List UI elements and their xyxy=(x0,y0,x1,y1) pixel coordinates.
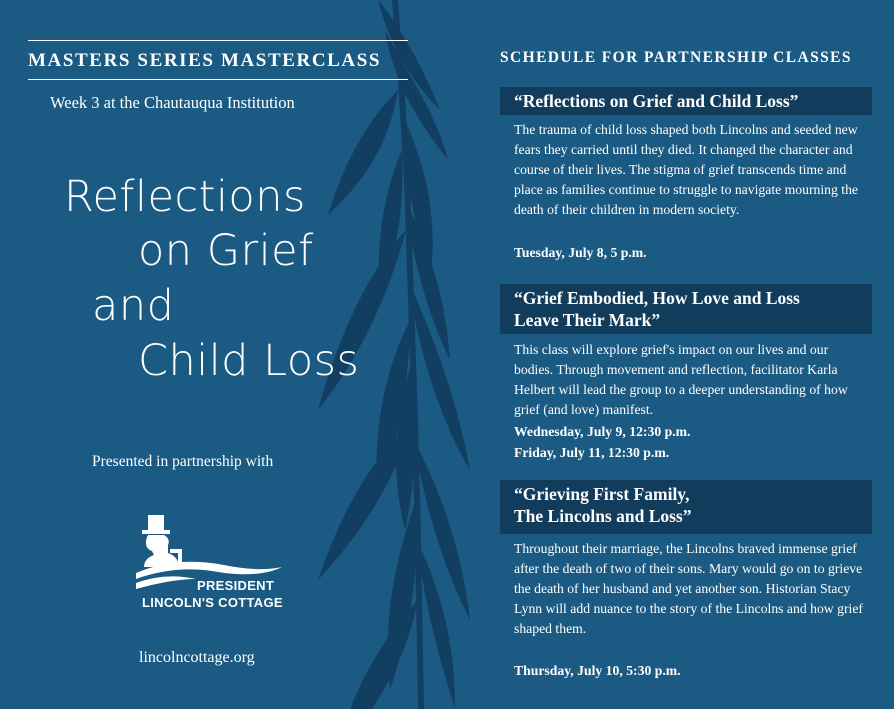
class-1-title-line-1: “Reflections on Grief and Child Loss” xyxy=(514,91,799,111)
class-2-title-line-2: Leave Their Mark” xyxy=(514,310,661,330)
presented-text: Presented in partnership with xyxy=(92,453,274,470)
class-3-time-1: Thursday, July 10, 5:30 p.m. xyxy=(514,663,681,678)
big-title-line-3: and xyxy=(92,281,175,331)
class-2-title xyxy=(500,284,872,334)
website-url[interactable]: lincolncottage.org xyxy=(139,649,255,666)
class-3-title xyxy=(500,480,872,534)
big-title-line-1: Reflections xyxy=(64,172,306,222)
class-2-time-2: Friday, July 11, 12:30 p.m. xyxy=(514,445,670,460)
class-1-description: The trauma of child loss shaped both Lincolns and seeded new fears they carried until they died. It changed the character and course of their lives. The stigma of grief transcends time and place as families continue to struggle to navigate mourning the death of their children in modern society. xyxy=(514,122,858,217)
big-title-line-2: on Grief xyxy=(138,226,314,276)
logo-text-president: PRESIDENT xyxy=(197,578,275,593)
week-subtitle: Week 3 at the Chautauqua Institution xyxy=(50,93,295,112)
class-1-time-1: Tuesday, July 8, 5 p.m. xyxy=(514,245,647,260)
class-3-title-line-1: “Grieving First Family, xyxy=(514,484,690,504)
big-title-line-4: Child Loss xyxy=(138,336,360,386)
class-3-description: Throughout their marriage, the Lincolns braved immense grief after the death of two of their sons. Mary would go on to grieve the death of her husband and yet another son. Historian Stacy Lynn will add nuance to the story of the Lincolns and how grief shaped them. xyxy=(514,541,863,636)
left-panel xyxy=(0,0,440,709)
class-1-title xyxy=(500,87,872,115)
series-title: MASTERS SERIES MASTERCLASS xyxy=(28,40,408,80)
class-2-time-1: Wednesday, July 9, 12:30 p.m. xyxy=(514,424,691,439)
class-2-description: This class will explore grief's impact on our lives and our bodies. Through movement and reflection, facilitator Karla Helbert will lead the group to a deeper understanding of how grief (and love) manifest. xyxy=(514,342,848,417)
logo-text-cottage: LINCOLN'S COTTAGE xyxy=(142,595,283,610)
class-2-title-line-1: “Grief Embodied, How Love and Loss xyxy=(514,288,800,308)
class-3-title-line-2: The Lincolns and Loss” xyxy=(514,506,692,526)
schedule-heading: SCHEDULE FOR PARTNERSHIP CLASSES xyxy=(500,49,852,66)
